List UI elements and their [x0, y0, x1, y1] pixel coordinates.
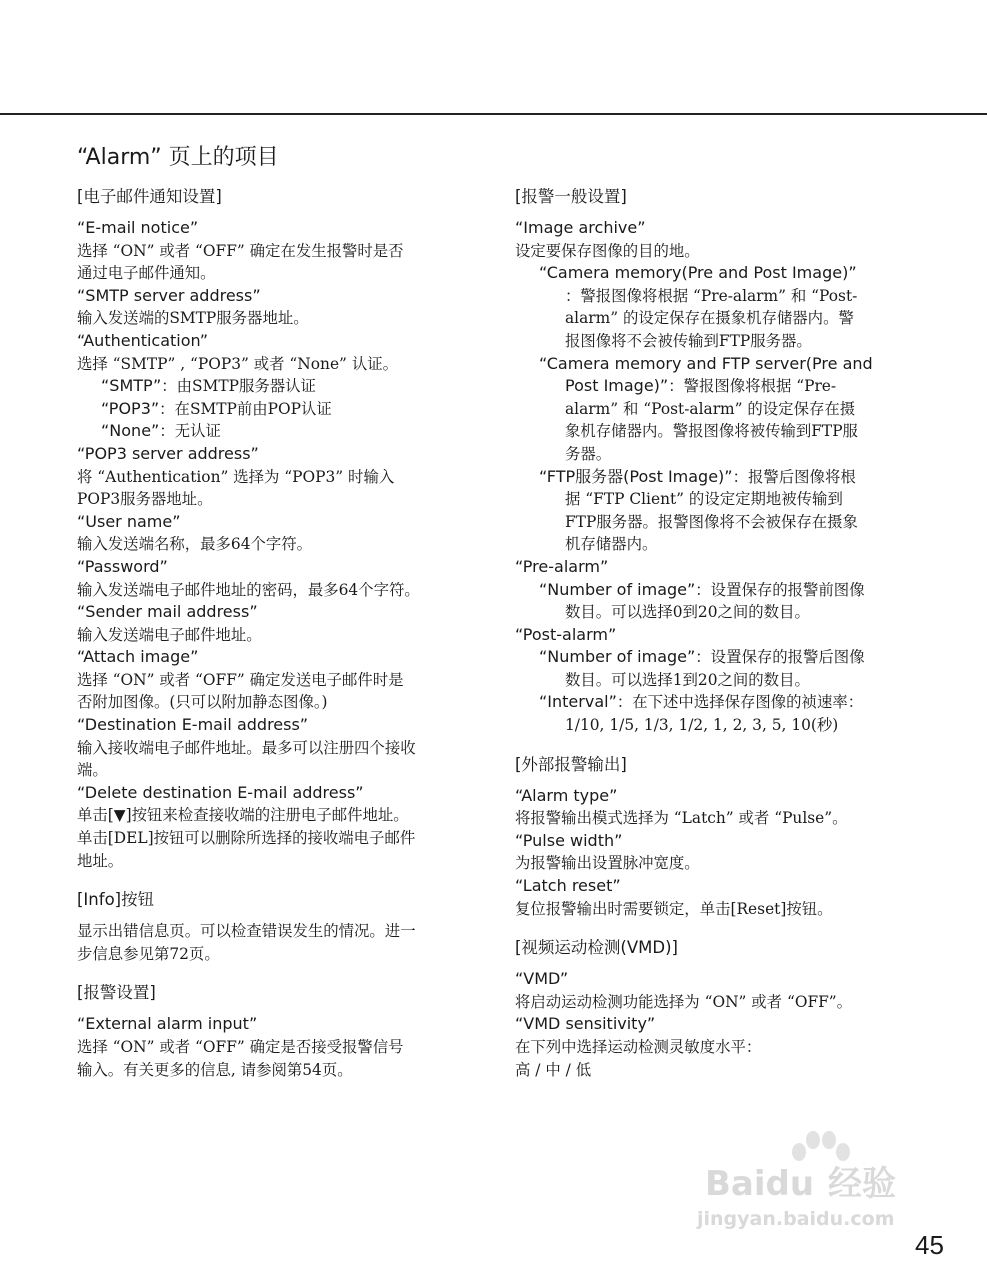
left-column	[77, 186, 477, 1081]
item-email-notice: “E-mail notice” 选择 “ON” 或者 “OFF” 确定在发生报警时是否 通过电子邮件通知。	[77, 217, 477, 285]
item-label: “VMD”	[515, 969, 569, 989]
item-smtp-server-address: “SMTP server address” 输入发送端的SMTP服务器地址。	[77, 285, 477, 330]
section-heading-vmd: [视频运动检测(VMD)]	[515, 938, 678, 958]
item-label: “Delete destination E-mail address”	[77, 782, 364, 802]
page-number: 45	[915, 1230, 944, 1260]
item-label: “External alarm input”	[77, 1014, 258, 1034]
item-label: “Post-alarm”	[515, 624, 617, 644]
item-label: “Pre-alarm”	[515, 556, 609, 576]
section-heading-general: [报警一般设置]	[515, 187, 627, 206]
item-post-alarm: “Post-alarm” “Number of image”：设置保存的报警后图像 数目。可以选择1到20之间的数目。 “Interval”：在下述中选择保存图像的祯速率： 1/10, 1/5, 1/3, 1/2, 1, 2, 3, 5, 10(秒)	[515, 624, 920, 737]
item-pulse-width: “Pulse width” 为报警输出设置脉冲宽度。	[515, 830, 920, 875]
item-label: “Destination E-mail address”	[77, 715, 309, 735]
item-label: “VMD sensitivity”	[515, 1014, 656, 1034]
post-alarm-interval: “Interval”：在下述中选择保存图像的祯速率：	[539, 692, 864, 712]
section-heading-info: [Info]按钮	[77, 890, 155, 910]
auth-option-smtp: “SMTP”：由SMTP服务器认证	[101, 376, 316, 396]
item-image-archive: “Image archive” 设定要保存图像的目的地。 “Camera memory(Pre and Post Image)” ：警报图像将根据 “Pre-alarm” 和 “Post- alarm” 的设定保存在摄象机存储器内。警 报图像将不会被传输到FTP服务器。 “Camera memory and FTP server(Pre and Post Image)”：警报图像将根据 “Pre- alarm” 和 “Post-alarm” 的设定保存在摄 象机存储器内。警报图像将被传输到FTP服 务器。 “FTP服务器(Post Image)”：报警后图像将根 据 “FTP Client” 的设定定期地被传输到 FTP服务器。报警图像将不会被保存在摄象 机存储器内。	[515, 217, 920, 556]
section-heading-email: [电子邮件通知设置]	[77, 187, 222, 206]
item-pop3-server-address: “POP3 server address” 将 “Authentication” 选择为 “POP3” 时输入 POP3服务器地址。	[77, 443, 477, 511]
archive-option-camera-memory: “Camera memory(Pre and Post Image)” ：警报图像将根据 “Pre-alarm” 和 “Post- alarm” 的设定保存在摄象机存储器内。警 报图像将不会被传输到FTP服务器。	[539, 263, 858, 350]
item-sender-mail-address: “Sender mail address” 输入发送端电子邮件地址。	[77, 601, 477, 646]
item-label: “Sender mail address”	[77, 602, 258, 622]
baidu-jingyan-watermark	[697, 1130, 940, 1240]
page-title: “Alarm” 页上的项目	[77, 145, 279, 170]
info-description: 显示出错信息页。可以检查错误发生的情况。进一 步信息参见第72页。	[77, 922, 416, 963]
item-delete-destination: “Delete destination E-mail address” 单击[▼]按钮来检查接收端的注册电子邮件地址。 单击[DEL]按钮可以删除所选择的接收端电子邮件 地址。	[77, 782, 477, 872]
header-rule	[0, 113, 987, 115]
item-label: “POP3 server address”	[77, 443, 259, 463]
item-label: “Attach image”	[77, 647, 199, 667]
item-latch-reset: “Latch reset” 复位报警输出时需要锁定，单击[Reset]按钮。	[515, 875, 920, 920]
item-label: “Latch reset”	[515, 876, 621, 896]
item-destination-email: “Destination E-mail address” 输入接收端电子邮件地址。最多可以注册四个接收 端。	[77, 714, 477, 782]
item-vmd-sensitivity: “VMD sensitivity” 在下列中选择运动检测灵敏度水平： 高 / 中 / 低	[515, 1013, 920, 1081]
item-attach-image: “Attach image” 选择 “ON” 或者 “OFF” 确定发送电子邮件时是 否附加图像。(只可以附加静态图像。)	[77, 646, 477, 714]
auth-option-none: “None”：无认证	[101, 421, 221, 441]
item-label: “Alarm type”	[515, 785, 618, 805]
item-label: “E-mail notice”	[77, 218, 199, 237]
item-label: “Authentication”	[77, 330, 209, 350]
auth-option-pop3: “POP3”：在SMTP前由POP认证	[101, 398, 332, 418]
item-label: “Password”	[77, 556, 168, 576]
item-authentication: “Authentication” 选择 “SMTP” , “POP3” 或者 “None” 认证。 “SMTP”：由SMTP服务器认证 “POP3”：在SMTP前由POP认证 “None”：无认证	[77, 330, 477, 443]
item-label: “Image archive”	[515, 218, 646, 237]
item-pre-alarm: “Pre-alarm” “Number of image”：设置保存的报警前图像 数目。可以选择0到20之间的数目。	[515, 556, 920, 624]
right-column	[515, 186, 920, 1081]
item-label: “SMTP server address”	[77, 285, 261, 305]
section-heading-alarm: [报警设置]	[77, 983, 156, 1003]
item-password: “Password” 输入发送端电子邮件地址的密码，最多64个字符。	[77, 556, 477, 601]
item-external-alarm-input: “External alarm input” 选择 “ON” 或者 “OFF” 确定是否接受报警信号 输入。有关更多的信息, 请参阅第54页。	[77, 1013, 477, 1081]
item-label: “Pulse width”	[515, 830, 623, 850]
item-vmd: “VMD” 将启动运动检测功能选择为 “ON” 或者 “OFF”。	[515, 968, 920, 1013]
archive-option-ftp-server: “FTP服务器(Post Image)”：报警后图像将根 据 “FTP Client” 的设定定期地被传输到 FTP服务器。报警图像将不会被保存在摄象 机存储器内。	[539, 466, 858, 554]
watermark-brand: Baidu 经验	[705, 1164, 896, 1204]
item-alarm-type: “Alarm type” 将报警输出模式选择为 “Latch” 或者 “Pulse”。	[515, 785, 920, 830]
item-label: “User name”	[77, 511, 181, 531]
archive-option-camera-and-ftp: “Camera memory and FTP server(Pre and Post Image)”：警报图像将根据 “Pre- alarm” 和 “Post-alarm” 的设定保存在摄 象机存储器内。警报图像将被传输到FTP服 务器。	[539, 353, 873, 463]
item-user-name: “User name” 输入发送端名称，最多64个字符。	[77, 511, 477, 556]
watermark-url: jingyan.baidu.com	[697, 1208, 895, 1230]
section-heading-output: [外部报警输出]	[515, 754, 627, 774]
